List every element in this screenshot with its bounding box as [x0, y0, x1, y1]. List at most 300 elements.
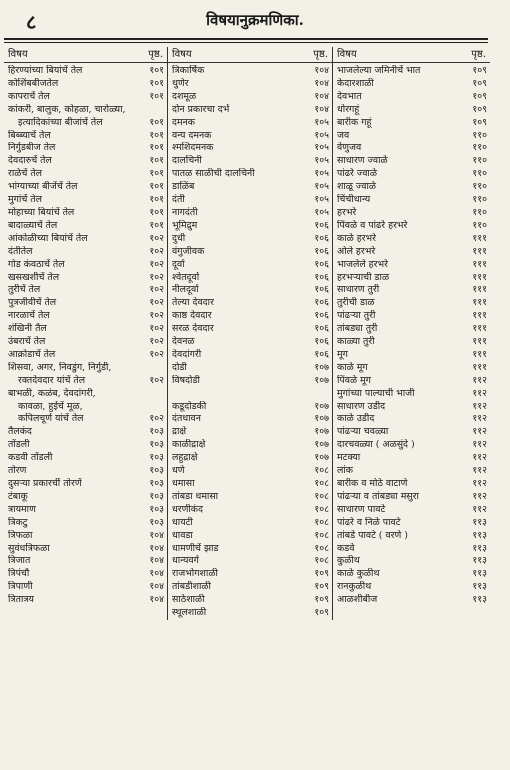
entry-topic: हरभऱ्याची डाळ	[337, 271, 390, 283]
entry-page-number: १०४	[149, 568, 164, 580]
entry-topic: धान्यवर्ग	[172, 555, 199, 567]
index-entry	[168, 78, 332, 91]
entry-topic: धावडा	[172, 529, 193, 541]
entry-topic: दूर्वा	[172, 258, 185, 270]
index-entry	[4, 581, 167, 594]
entry-page-number: १०९	[472, 65, 487, 76]
entry-page-number: १०९	[472, 103, 487, 115]
index-entry	[4, 130, 167, 143]
entry-page-number: १०५	[314, 116, 329, 128]
entry-topic: राजभोगशाळी	[172, 568, 218, 580]
entry-topic: बारीक व मोठे वाटाणे	[337, 478, 408, 489]
index-entry	[333, 568, 490, 581]
entry-page-number: १०३	[149, 465, 164, 477]
index-entry	[168, 246, 332, 259]
entry-page-number: ११०	[472, 181, 487, 193]
index-entry	[333, 504, 490, 517]
index-column-2	[167, 47, 332, 620]
index-entry	[4, 517, 167, 530]
index-entry	[168, 284, 332, 297]
entry-topic: आंकोळीच्या बियांचें तेल	[8, 232, 88, 244]
entry-topic: दुधी	[172, 232, 186, 244]
entry-page-number: १०४	[314, 77, 329, 89]
index-entry	[333, 246, 490, 259]
index-entry	[168, 607, 332, 620]
entry-topic: तांबडा धमासा	[172, 490, 219, 502]
entry-topic: द्राक्षे	[172, 426, 187, 438]
index-entry	[168, 491, 332, 504]
entry-topic: दमनक	[172, 116, 195, 128]
index-entry	[168, 349, 332, 362]
entry-topic: साधारण उडीद	[337, 400, 386, 412]
entry-topic: तैलकंद	[8, 426, 32, 438]
index-rows	[333, 63, 490, 607]
entry-page-number: १०८	[314, 490, 329, 502]
entry-topic: निर्गुडबीज तेल	[8, 142, 56, 154]
entry-page-number: १०६	[314, 336, 329, 348]
entry-page-number: ११२	[472, 387, 487, 399]
index-entry	[333, 91, 490, 104]
entry-page-number: १०५	[314, 142, 329, 154]
page-number: ८	[26, 10, 37, 34]
entry-topic: स्थूलशाळी	[172, 607, 207, 619]
index-entry	[4, 465, 167, 478]
header-rule-thin	[4, 42, 488, 43]
entry-topic: दोन प्रकारचा दर्भ	[172, 103, 230, 115]
index-entry	[4, 104, 167, 117]
index-entry	[168, 465, 332, 478]
entry-page-number: ११३	[472, 555, 487, 567]
entry-topic: पांढरे ज्वाळे	[337, 168, 377, 180]
entry-topic: आळशीबीज	[337, 594, 378, 606]
column-header-page: पृष्ठ.	[148, 49, 163, 60]
entry-page-number: १०२	[149, 336, 164, 348]
index-entry	[168, 375, 332, 388]
entry-page-number: १०९	[314, 607, 329, 619]
column-header	[4, 47, 167, 63]
entry-topic: तोरण	[8, 465, 27, 477]
entry-page-number: १०४	[149, 542, 164, 554]
entry-page-number: १०९	[472, 77, 487, 89]
index-entry	[4, 426, 167, 439]
entry-topic: दालचिनी	[172, 155, 202, 167]
index-entry	[4, 413, 167, 426]
entry-page-number: १०५	[314, 155, 329, 167]
entry-page-number: १०४	[314, 65, 329, 76]
index-entry	[168, 233, 332, 246]
entry-topic: कपिलचूर्ण यांचें तेल	[18, 413, 84, 425]
index-entry	[168, 207, 332, 220]
entry-page-number: ११०	[472, 129, 487, 141]
index-entry	[168, 401, 332, 414]
index-entry	[168, 220, 332, 233]
index-entry	[168, 323, 332, 336]
entry-topic: तुरीची डाळ	[337, 297, 375, 309]
index-entry	[333, 375, 490, 388]
entry-topic: काष्ठ देवदार	[172, 310, 212, 322]
header-rule	[4, 38, 488, 40]
index-entry	[333, 388, 490, 401]
entry-page-number: ११२	[472, 426, 487, 438]
entry-page-number: ११२	[472, 503, 487, 515]
index-entry	[168, 168, 332, 181]
entry-page-number: १०२	[149, 348, 164, 360]
index-entry	[333, 362, 490, 375]
index-entry	[4, 478, 167, 491]
index-entry	[168, 272, 332, 285]
index-entry	[4, 181, 167, 194]
entry-topic: बादाळ्याचें तेल	[8, 219, 58, 231]
column-header	[333, 47, 490, 63]
entry-topic: धमासा	[172, 477, 195, 489]
index-entry	[168, 594, 332, 607]
entry-page-number: ११३	[472, 568, 487, 580]
entry-topic: त्रिजात	[8, 555, 31, 567]
index-entry	[4, 310, 167, 323]
index-entry	[4, 194, 167, 207]
index-entry	[168, 104, 332, 117]
entry-page-number: १०१	[149, 142, 164, 154]
entry-page-number: ११३	[472, 581, 487, 593]
entry-page-number: १०५	[314, 194, 329, 206]
index-entry	[4, 78, 167, 91]
entry-page-number: ११२	[472, 374, 487, 386]
entry-topic: जव	[337, 129, 350, 141]
entry-topic: हरभरे	[337, 206, 357, 218]
entry-topic: देवदांगरी	[172, 348, 202, 360]
index-entry	[4, 530, 167, 543]
entry-topic: कापराचें तेल	[8, 90, 50, 102]
index-entry	[168, 310, 332, 323]
entry-topic: मोहाच्या बियांचें तेल	[8, 206, 75, 218]
entry-topic: टंबाकू	[8, 490, 28, 502]
entry-topic: रानकुळीथ	[337, 581, 372, 593]
entry-topic: लहुद्राक्षे	[172, 452, 198, 464]
column-header-topic: विषय	[172, 49, 192, 60]
index-entry	[4, 543, 167, 556]
entry-page-number: १०३	[149, 503, 164, 515]
entry-topic: नारळाचें तेल	[8, 310, 50, 322]
entry-topic: दंती	[172, 194, 185, 206]
entry-topic: वेणुजव	[337, 142, 362, 154]
entry-page-number: १०७	[314, 452, 329, 464]
entry-topic: चिंचीधान्य	[337, 194, 371, 206]
entry-topic: धामणीचें झाड	[172, 542, 219, 554]
index-entry	[333, 117, 490, 130]
entry-page-number: १०८	[314, 477, 329, 489]
column-header	[168, 47, 332, 63]
entry-topic: पांढऱ्या चवळ्या	[337, 426, 389, 438]
index-entry	[333, 491, 490, 504]
entry-page-number: १०५	[314, 181, 329, 193]
index-entry	[333, 555, 490, 568]
index-entry	[333, 168, 490, 181]
entry-page-number: १०५	[314, 168, 329, 180]
index-entry	[333, 323, 490, 336]
index-entry	[168, 388, 332, 401]
entry-topic: दुसऱ्या प्रकारचीं तोरणें	[8, 478, 82, 489]
entry-topic: त्रिफळा	[8, 529, 33, 541]
entry-page-number: १११	[472, 245, 487, 257]
index-entry	[333, 284, 490, 297]
entry-page-number: १०६	[314, 348, 329, 360]
entry-topic: कोशिंबबीजतेल	[8, 77, 59, 89]
index-entry	[4, 401, 167, 414]
entry-page-number: १०६	[314, 310, 329, 322]
entry-page-number: १०४	[314, 90, 329, 102]
entry-topic: विषदोडी	[172, 374, 200, 386]
index-entry	[4, 220, 167, 233]
entry-topic: धोरगहूं	[337, 103, 360, 115]
entry-topic: पिंवळे मूग	[337, 374, 371, 386]
entry-topic: धणे	[172, 465, 185, 477]
index-entry	[168, 259, 332, 272]
entry-topic: गोड कंवठाचें तेल	[8, 258, 65, 270]
entry-page-number: १०४	[149, 529, 164, 541]
entry-topic: साधारण पावटे	[337, 503, 386, 515]
entry-page-number: १०२	[149, 413, 164, 425]
entry-topic: भूमिद्रुम	[172, 219, 198, 231]
entry-page-number: १०७	[314, 374, 329, 386]
index-entry	[333, 594, 490, 607]
index-entry	[333, 452, 490, 465]
entry-topic: उंबराचें तेल	[8, 336, 46, 348]
index-entry	[4, 142, 167, 155]
index-entry	[4, 375, 167, 388]
index-entry	[333, 465, 490, 478]
index-entry	[333, 543, 490, 556]
index-entry	[168, 194, 332, 207]
entry-page-number: १०८	[314, 516, 329, 528]
entry-page-number: १०८	[314, 465, 329, 477]
index-entry	[333, 194, 490, 207]
entry-page-number: १०९	[314, 581, 329, 593]
index-entry	[333, 401, 490, 414]
entry-page-number: १११	[472, 258, 487, 270]
entry-page-number: ११२	[472, 413, 487, 425]
entry-topic: मुगांच्या पाल्याची भाजी	[337, 387, 415, 399]
index-entry	[168, 426, 332, 439]
entry-topic: बारीक गहूं	[337, 116, 372, 128]
page-title: विषयानुक्रमणिका.	[206, 11, 304, 29]
index-entry	[333, 78, 490, 91]
entry-page-number: ११२	[472, 439, 487, 451]
column-header-page: पृष्ठ.	[471, 49, 486, 60]
index-entry	[4, 207, 167, 220]
entry-page-number: ११३	[472, 542, 487, 554]
index-entry	[4, 155, 167, 168]
index-entry	[333, 130, 490, 143]
index-entry	[168, 478, 332, 491]
entry-topic: केदारशाळी	[337, 77, 374, 89]
entry-page-number: १०६	[314, 297, 329, 309]
index-rows	[4, 63, 167, 607]
entry-page-number: १०६	[314, 232, 329, 244]
entry-topic: पिंवळे व पांढरे हरभरे	[337, 219, 408, 231]
entry-page-number: १०४	[149, 555, 164, 567]
entry-topic: दारचवळ्या ( अळसुंदे )	[337, 439, 415, 451]
index-entry	[168, 543, 332, 556]
entry-page-number: १०१	[149, 194, 164, 206]
entry-page-number: १०२	[149, 232, 164, 244]
entry-topic: भांग्याच्या बीजेंचें तेल	[8, 181, 78, 193]
entry-topic: दशमूळ	[172, 90, 197, 102]
entry-page-number: १०४	[149, 594, 164, 606]
entry-page-number: १०३	[149, 452, 164, 464]
entry-topic: पातळ साळीची दालचिनी	[172, 168, 255, 180]
index-entry	[4, 349, 167, 362]
entry-topic: श्वेतदूर्वा	[172, 271, 200, 283]
index-entry	[333, 233, 490, 246]
entry-page-number: १०२	[149, 310, 164, 322]
entry-page-number: १०५	[314, 129, 329, 141]
index-entry	[4, 491, 167, 504]
entry-topic: कुळीथ	[337, 555, 360, 567]
index-entry	[168, 555, 332, 568]
entry-topic: थुणेर	[172, 77, 189, 89]
entry-page-number: ११०	[472, 142, 487, 154]
index-entry	[333, 297, 490, 310]
entry-page-number: १०८	[314, 529, 329, 541]
index-entry	[4, 568, 167, 581]
entry-page-number: ११०	[472, 155, 487, 167]
entry-page-number: १०७	[314, 361, 329, 373]
index-entry	[168, 581, 332, 594]
entry-topic: कावळा, हुईचें मूळ,	[18, 400, 83, 412]
index-entry	[168, 452, 332, 465]
entry-topic: काळ्या तुरी	[337, 336, 375, 348]
index-entry	[333, 155, 490, 168]
index-entry	[333, 220, 490, 233]
entry-page-number: ११०	[472, 168, 487, 180]
index-entry	[333, 349, 490, 362]
entry-page-number: १०६	[314, 245, 329, 257]
page-header	[0, 6, 510, 36]
index-entry	[4, 272, 167, 285]
entry-page-number: १०२	[149, 374, 164, 386]
index-entry	[4, 117, 167, 130]
entry-page-number: ११२	[472, 478, 487, 489]
entry-page-number: १०२	[149, 323, 164, 335]
index-entry	[4, 504, 167, 517]
entry-topic: तांबड्या तुरी	[337, 323, 378, 335]
index-entry	[333, 439, 490, 452]
entry-page-number: १०६	[314, 271, 329, 283]
index-entry	[4, 91, 167, 104]
entry-page-number: १११	[472, 310, 487, 322]
entry-page-number: १०६	[314, 219, 329, 231]
entry-topic: वंगुजीवक	[172, 245, 205, 257]
entry-topic: ओले हरभरे	[337, 245, 376, 257]
entry-topic: कडवी तोंडली	[8, 452, 53, 464]
index-entry	[168, 130, 332, 143]
entry-topic: त्रितात्रय	[8, 594, 34, 606]
entry-page-number: १०१	[149, 90, 164, 102]
entry-page-number: १११	[472, 297, 487, 309]
entry-page-number: ११२	[472, 490, 487, 502]
entry-topic: शिसवा, अगर, निवडुंग, निर्गुडी,	[8, 361, 112, 373]
entry-page-number: १११	[472, 271, 487, 283]
entry-topic: मटक्या	[337, 452, 361, 464]
index-column-3	[332, 47, 490, 620]
entry-page-number: १०१	[149, 129, 164, 141]
entry-topic: काळे कुळीथ	[337, 568, 380, 580]
entry-page-number: १०७	[314, 413, 329, 425]
entry-topic: बाभळी, कळंब, देवदांगरी,	[8, 387, 96, 399]
index-entry	[4, 259, 167, 272]
index-entry	[4, 388, 167, 401]
index-entry	[333, 181, 490, 194]
index-entry	[333, 517, 490, 530]
entry-topic: भाजलेले हरभरे	[337, 258, 388, 270]
index-entry	[4, 65, 167, 78]
entry-page-number: १०७	[314, 426, 329, 438]
index-entry	[168, 91, 332, 104]
entry-topic: शाळू ज्वाळे	[337, 181, 377, 193]
index-entry	[168, 530, 332, 543]
entry-topic: साठेशाळी	[172, 594, 205, 606]
entry-page-number: १०१	[149, 65, 164, 76]
entry-topic: दंतधावन	[172, 413, 201, 425]
entry-topic: दंतीतेल	[8, 245, 33, 257]
index-entry	[168, 117, 332, 130]
index-entry	[168, 362, 332, 375]
entry-topic: साधारण तुरी	[337, 284, 380, 296]
index-entry	[168, 142, 332, 155]
index-entry	[168, 297, 332, 310]
entry-page-number: १०२	[149, 245, 164, 257]
entry-topic: पांढऱ्या व तांबड्या मसुरा	[337, 490, 419, 502]
entry-topic: तेल्या देवदार	[172, 297, 214, 309]
index-entry	[333, 272, 490, 285]
entry-topic: त्रिकटु	[8, 516, 28, 528]
entry-page-number: १०२	[149, 297, 164, 309]
entry-page-number: १११	[472, 284, 487, 296]
entry-topic: दोडी	[172, 361, 187, 373]
index-entry	[4, 323, 167, 336]
entry-topic: कडूदोडकी	[172, 400, 207, 412]
column-header-page: पृष्ठ.	[313, 49, 328, 60]
entry-topic: तांबडे पावटे ( वरणे )	[337, 529, 408, 541]
column-header-topic: विषय	[337, 49, 357, 60]
index-entry	[168, 413, 332, 426]
entry-topic: पांढरे व निळे पावटे	[337, 516, 401, 528]
entry-topic: त्रिपंचौ	[8, 568, 30, 580]
index-entry	[333, 207, 490, 220]
entry-topic: देवदारुचें तेल	[8, 155, 52, 167]
entry-page-number: १०१	[149, 181, 164, 193]
entry-page-number: १०७	[314, 400, 329, 412]
entry-topic: नीलदूर्वा	[172, 284, 199, 296]
entry-topic: डाळिंब	[172, 181, 195, 193]
entry-page-number: १०९	[472, 90, 487, 102]
entry-topic: मूग	[337, 348, 348, 360]
index-entry	[168, 336, 332, 349]
entry-topic: इत्यादिकांच्या बीजांचें तेल	[18, 116, 103, 128]
entry-page-number: १०४	[314, 103, 329, 115]
entry-page-number: १०१	[149, 206, 164, 218]
index-entry	[4, 336, 167, 349]
entry-page-number: १०२	[149, 271, 164, 283]
entry-topic: तुरीचें तेल	[8, 284, 41, 296]
index-entry	[4, 233, 167, 246]
entry-page-number: १०८	[314, 555, 329, 567]
entry-topic: कांकरी, बालुक, कोहळा, चारोळ्या,	[8, 103, 126, 115]
entry-topic: धरणीकंद	[172, 503, 203, 515]
entry-topic: पुत्रजीवीचें तेल	[8, 297, 57, 309]
column-header-topic: विषय	[8, 49, 28, 60]
entry-topic: वन्य दमनक	[172, 129, 212, 141]
